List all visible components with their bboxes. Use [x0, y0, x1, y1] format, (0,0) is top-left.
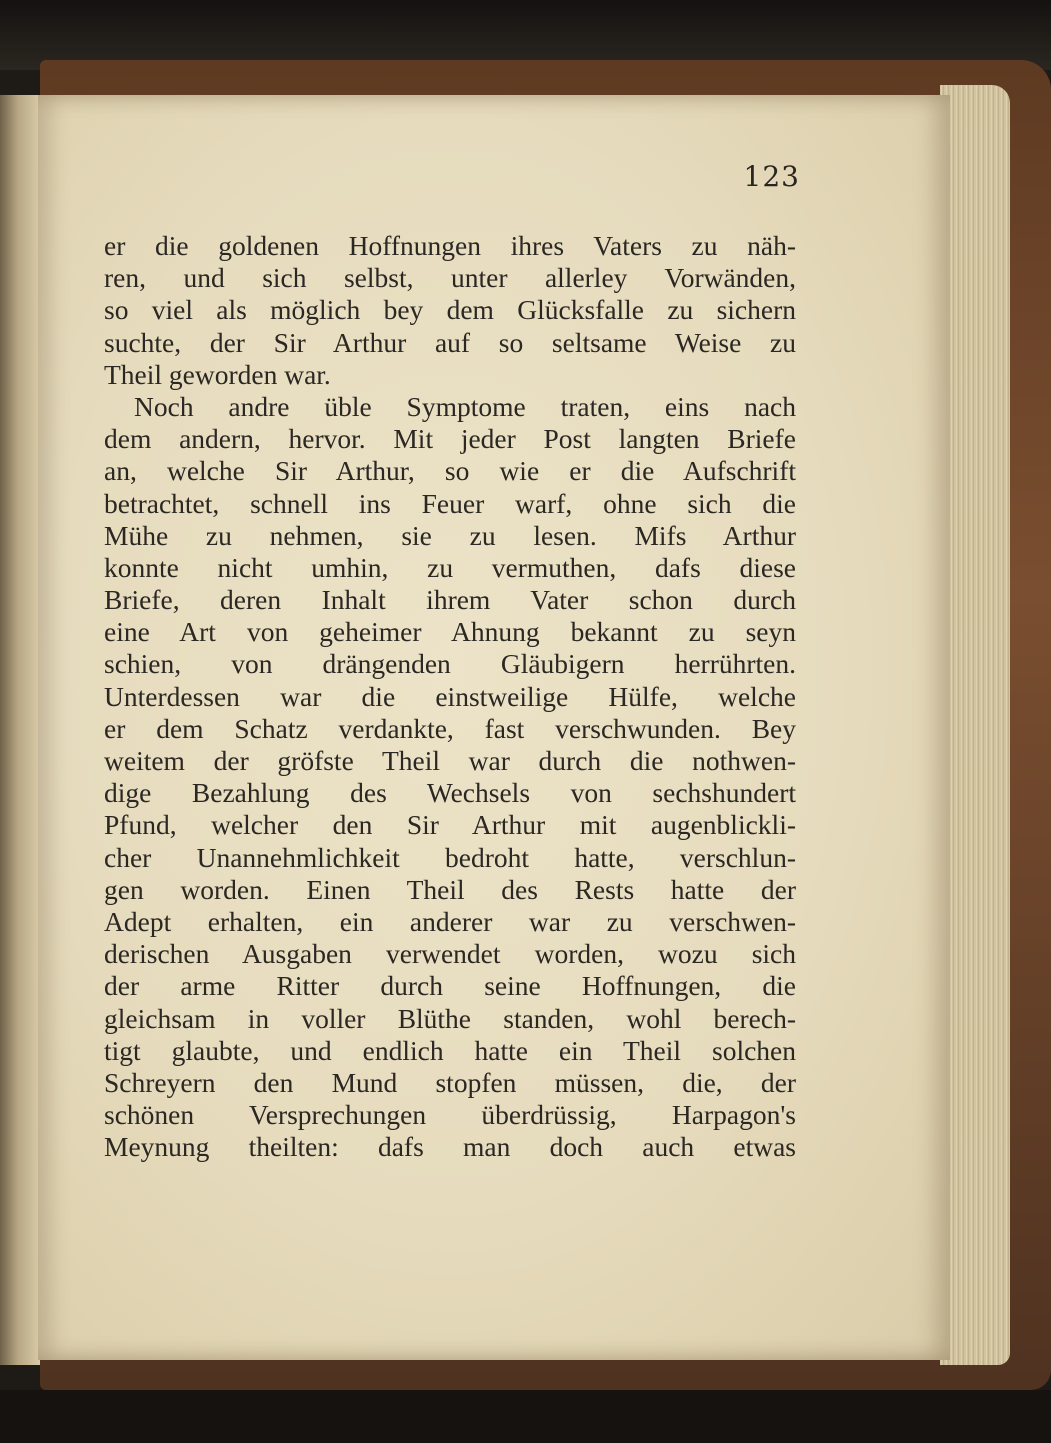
text-line: gen worden. Einen Theil des Rests hatte der — [104, 873, 796, 905]
text-line: Meynung theilten: dafs man doch auch etwas — [104, 1131, 796, 1163]
text-line: er dem Schatz verdankte, fast verschwunden. Bey — [104, 712, 796, 744]
text-line: konnte nicht umhin, zu vermuthen, dafs diese — [104, 551, 796, 583]
text-line: ren, und sich selbst, unter allerley Vorwänden, — [104, 262, 796, 294]
page-edges — [940, 85, 1010, 1365]
text-line: tigt glaubte, und endlich hatte ein Theil solchen — [104, 1034, 796, 1066]
page-text — [104, 230, 796, 1163]
text-line: weitem der gröfste Theil war durch die nothwen- — [104, 745, 796, 776]
text-line: der arme Ritter durch seine Hoffnungen, die — [104, 970, 796, 1002]
text-line: cher Unannehmlichkeit bedroht hatte, verschlun- — [104, 841, 796, 873]
text-line: derischen Ausgaben verwendet worden, wozu sich — [104, 938, 796, 970]
text-line: eine Art von geheimer Ahnung bekannt zu seyn — [104, 616, 796, 648]
page-number: 123 — [743, 160, 800, 193]
scan-background-bottom — [0, 1390, 1051, 1443]
text-line: Noch andre üble Symptome traten, eins nach — [134, 390, 796, 422]
text-line: Theil geworden war. — [104, 358, 331, 390]
binding-gutter — [0, 95, 40, 1365]
text-line: suchte, der Sir Arthur auf so seltsame Weise zu — [104, 326, 796, 358]
text-line: er die goldenen Hoffnungen ihres Vaters zu näh- — [104, 230, 796, 261]
text-line: Adept erhalten, ein anderer war zu verschwen- — [104, 905, 796, 937]
text-line: Unterdessen war die einstweilige Hülfe, welche — [104, 680, 796, 712]
text-line: dem andern, hervor. Mit jeder Post langten Briefe — [104, 423, 796, 455]
text-line: so viel als möglich bey dem Glücksfalle zu sichern — [104, 294, 796, 326]
text-line: betrachtet, schnell ins Feuer warf, ohne sich die — [104, 487, 796, 519]
text-line: schönen Versprechungen überdrüssig, Harpagon's — [104, 1099, 796, 1131]
text-line: an, welche Sir Arthur, so wie er die Aufschrift — [104, 455, 796, 487]
text-line: Mühe zu nehmen, sie zu lesen. Mifs Arthur — [104, 519, 796, 551]
text-line: Schreyern den Mund stopfen müssen, die, der — [104, 1066, 796, 1098]
text-line: dige Bezahlung des Wechsels von sechshundert — [104, 777, 796, 809]
text-line: Briefe, deren Inhalt ihrem Vater schon durch — [104, 584, 796, 616]
text-line: gleichsam in voller Blüthe standen, wohl berech- — [104, 1002, 796, 1034]
text-line: schien, von drängenden Gläubigern herrührten. — [104, 648, 796, 680]
text-line: Pfund, welcher den Sir Arthur mit augenblickli- — [104, 809, 796, 841]
